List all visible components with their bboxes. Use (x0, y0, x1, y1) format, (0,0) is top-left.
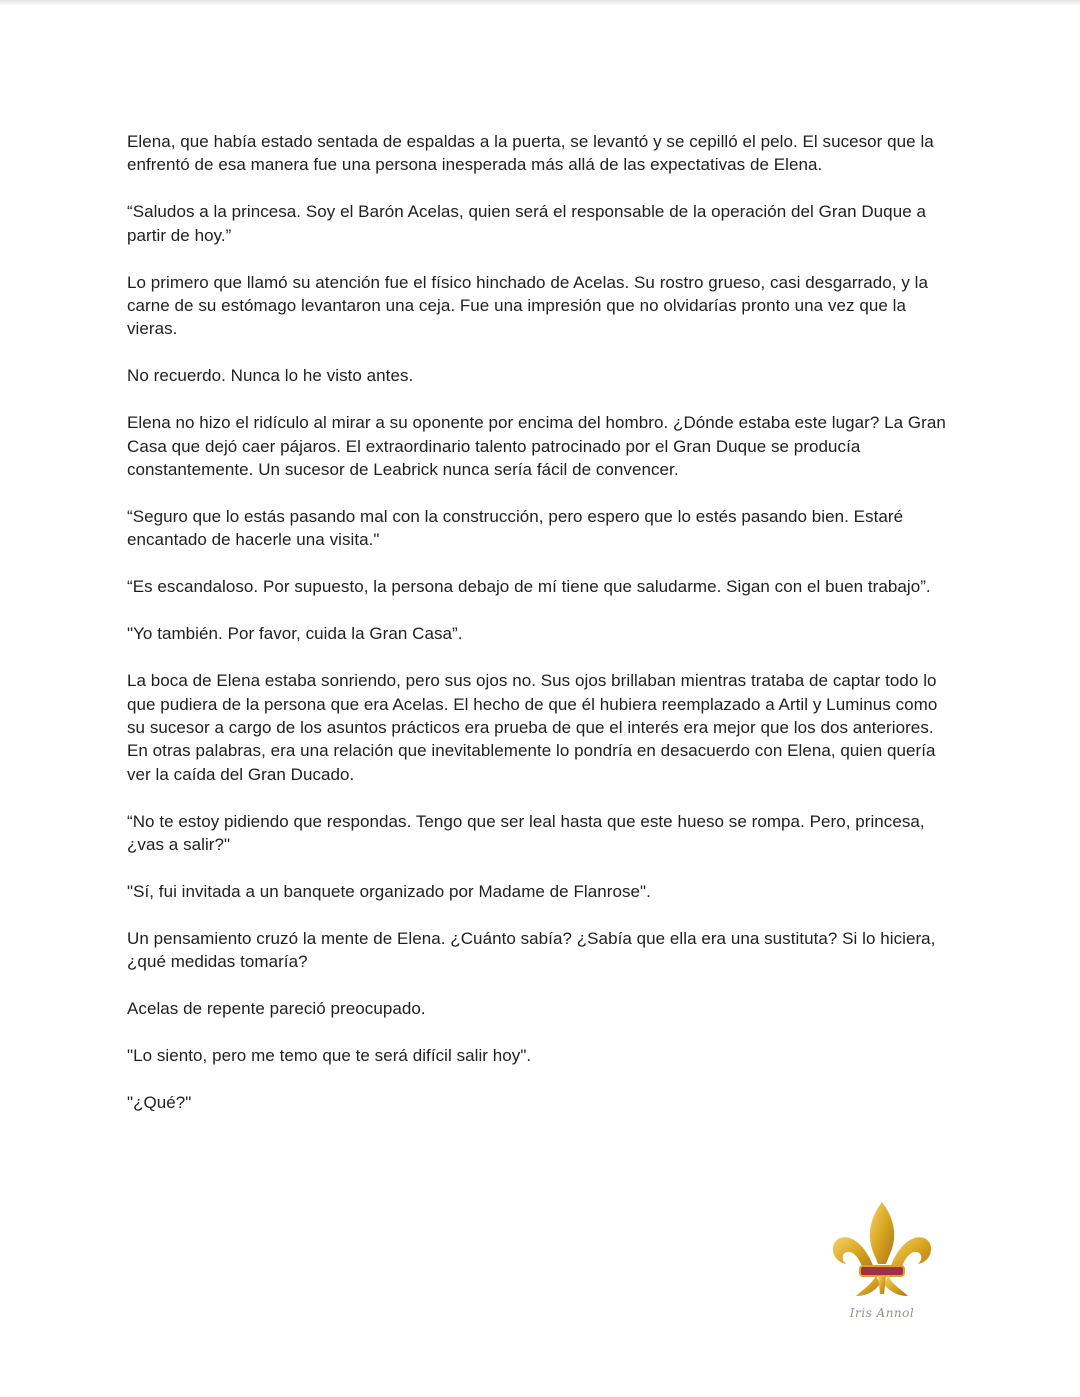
paragraph: No recuerdo. Nunca lo he visto antes. (127, 366, 414, 386)
paragraph: “No te estoy pidiendo que respondas. Tengo que ser leal hasta que este hueso se rompa. Pero, princesa, ¿vas a salir?" (127, 811, 925, 855)
paragraph: "Lo siento, pero me temo que te será difícil salir hoy". (127, 1046, 532, 1066)
paragraph: “Seguro que lo estás pasando mal con la construcción, pero espero que lo estés pasando bien. Estaré encantado de hacerle una visita." (127, 506, 904, 550)
document-body (127, 130, 955, 1138)
paragraph: "¿Qué?" (127, 1092, 192, 1112)
paragraph: “Es escandaloso. Por supuesto, la persona debajo de mí tiene que saludarme. Sigan con el buen trabajo”. (127, 577, 931, 597)
paragraph: Elena, que había estado sentada de espaldas a la puerta, se levantó y se cepilló el pelo. El sucesor que la enfrentó de esa manera fue una persona inesperada más allá de las expectativas de Elena. (127, 132, 934, 175)
paragraph: "Yo también. Por favor, cuida la Gran Casa”. (127, 624, 463, 644)
paragraph: Lo primero que llamó su atención fue el físico hinchado de Acelas. Su rostro grueso, casi desgarrado, y la carne de su estómago levantaron una ceja. Fue una impresión que no olvidarías pronto una vez que la vieras. (127, 272, 928, 339)
top-edge-shadow (0, 0, 1080, 6)
paragraph: "Sí, fui invitada a un banquete organizado por Madame de Flanrose". (127, 881, 651, 901)
paragraph: Un pensamiento cruzó la mente de Elena. ¿Cuánto sabía? ¿Sabía que ella era una sustituta? Si lo hiciera, ¿qué medidas tomaría? (127, 928, 936, 972)
paragraph: La boca de Elena estaba sonriendo, pero sus ojos no. Sus ojos brillaban mientras trataba de captar todo lo que pudiera de la persona que era Acelas. El hecho de que él hubiera reemplazado a Artil y Luminus como su sucesor a cargo de los asuntos prácticos era prueba de que el interés era mejor que los dos anteriores. En otras palabras, era una relación que inevitablemente lo pondría en desacuerdo con Elena, quien quería ver la caída del Gran Ducado. (127, 671, 938, 784)
paragraph: Elena no hizo el ridículo al mirar a su oponente por encima del hombro. ¿Dónde estaba este lugar? La Gran Casa que dejó caer pájaros. El extraordinario talento patrocinado por el Gran Duque se producía constantemente. Un sucesor de Leabrick nunca sería fácil de convencer. (127, 413, 946, 480)
paragraph: Acelas de repente pareció preocupado. (127, 999, 426, 1019)
paragraph: “Saludos a la princesa. Soy el Barón Acelas, quien será el responsable de la operación del Gran Duque a partir de hoy.” (127, 202, 926, 245)
signature: Iris Annol (849, 1306, 915, 1320)
